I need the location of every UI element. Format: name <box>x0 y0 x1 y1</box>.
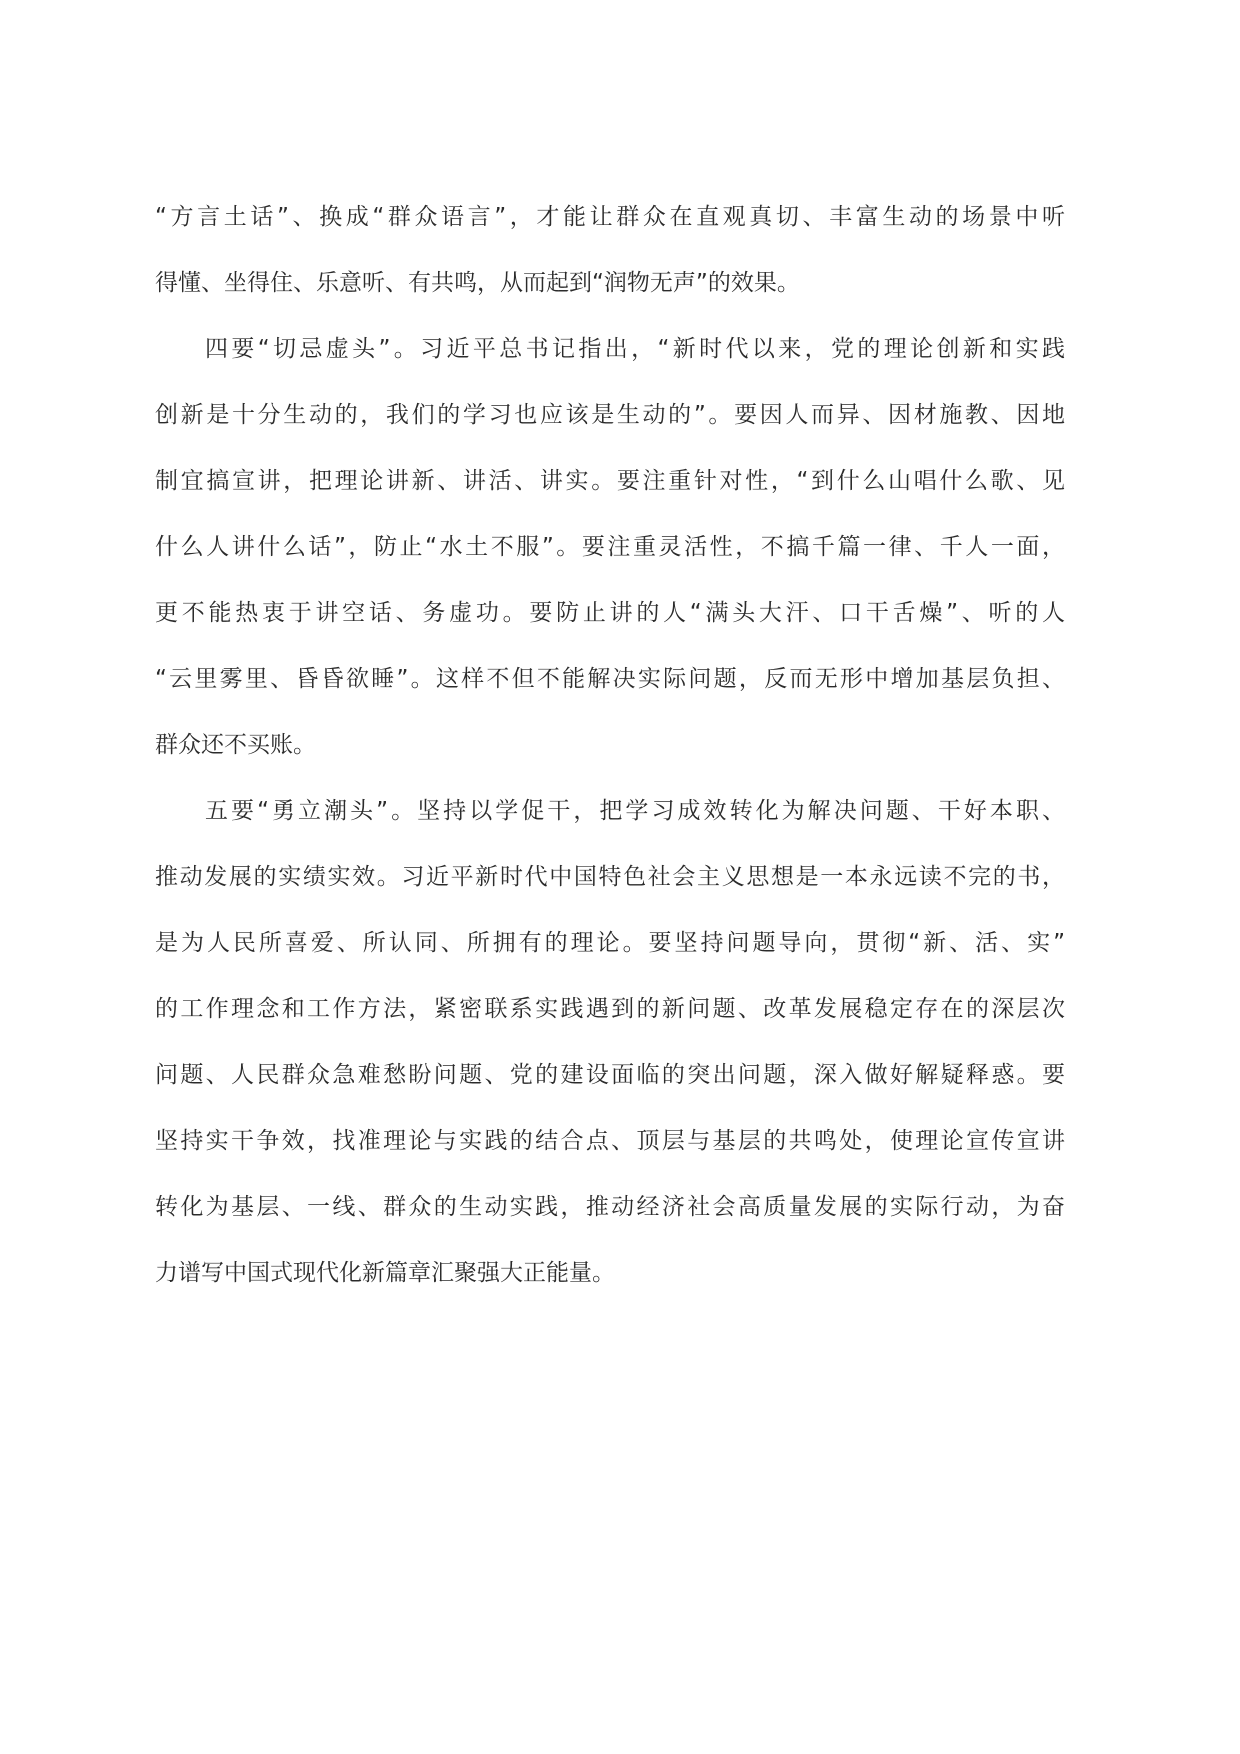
text-line: 是为人民所喜爱、所认同、所拥有的理论。要坚持问题导向，贯彻“新、活、实” <box>155 930 1065 956</box>
document-body <box>155 195 1065 1317</box>
text-line: 群众还不买账。 <box>155 732 316 758</box>
text-line: 推动发展的实绩实效。习近平新时代中国特色社会主义思想是一本永远读不完的书， <box>155 864 1065 890</box>
text-line: 问题、人民群众急难愁盼问题、党的建设面临的突出问题，深入做好解疑释惑。要 <box>155 1062 1065 1088</box>
text-line: 力谱写中国式现代化新篇章汇聚强大正能量。 <box>155 1260 615 1286</box>
text-line: 创新是十分生动的，我们的学习也应该是生动的”。要因人而异、因材施教、因地 <box>155 402 1065 428</box>
text-line: 得懂、坐得住、乐意听、有共鸣，从而起到“润物无声”的效果。 <box>155 270 800 296</box>
text-line: “方言土话”、换成“群众语言”，才能让群众在直观真切、丰富生动的场景中听 <box>155 204 1065 230</box>
text-line: 转化为基层、一线、群众的生动实践，推动经济社会高质量发展的实际行动，为奋 <box>155 1194 1065 1220</box>
text-line: 什么人讲什么话”，防止“水土不服”。要注重灵活性，不搞千篇一律、千人一面， <box>155 534 1065 560</box>
text-line: 坚持实干争效，找准理论与实践的结合点、顶层与基层的共鸣处，使理论宣传宣讲 <box>155 1128 1065 1154</box>
text-line: 制宜搞宣讲，把理论讲新、讲活、讲实。要注重针对性，“到什么山唱什么歌、见 <box>155 468 1065 494</box>
paragraph-start-line: 五要“勇立潮头”。坚持以学促干，把学习成效转化为解决问题、干好本职、 <box>205 798 1065 824</box>
text-line: 更不能热衷于讲空话、务虚功。要防止讲的人“满头大汗、口干舌燥”、听的人 <box>155 600 1065 626</box>
paragraph-start-line: 四要“切忌虚头”。习近平总书记指出，“新时代以来，党的理论创新和实践 <box>205 336 1065 362</box>
text-line: “云里雾里、昏昏欲睡”。这样不但不能解决实际问题，反而无形中增加基层负担、 <box>155 666 1065 692</box>
text-line: 的工作理念和工作方法，紧密联系实践遇到的新问题、改革发展稳定存在的深层次 <box>155 996 1065 1022</box>
